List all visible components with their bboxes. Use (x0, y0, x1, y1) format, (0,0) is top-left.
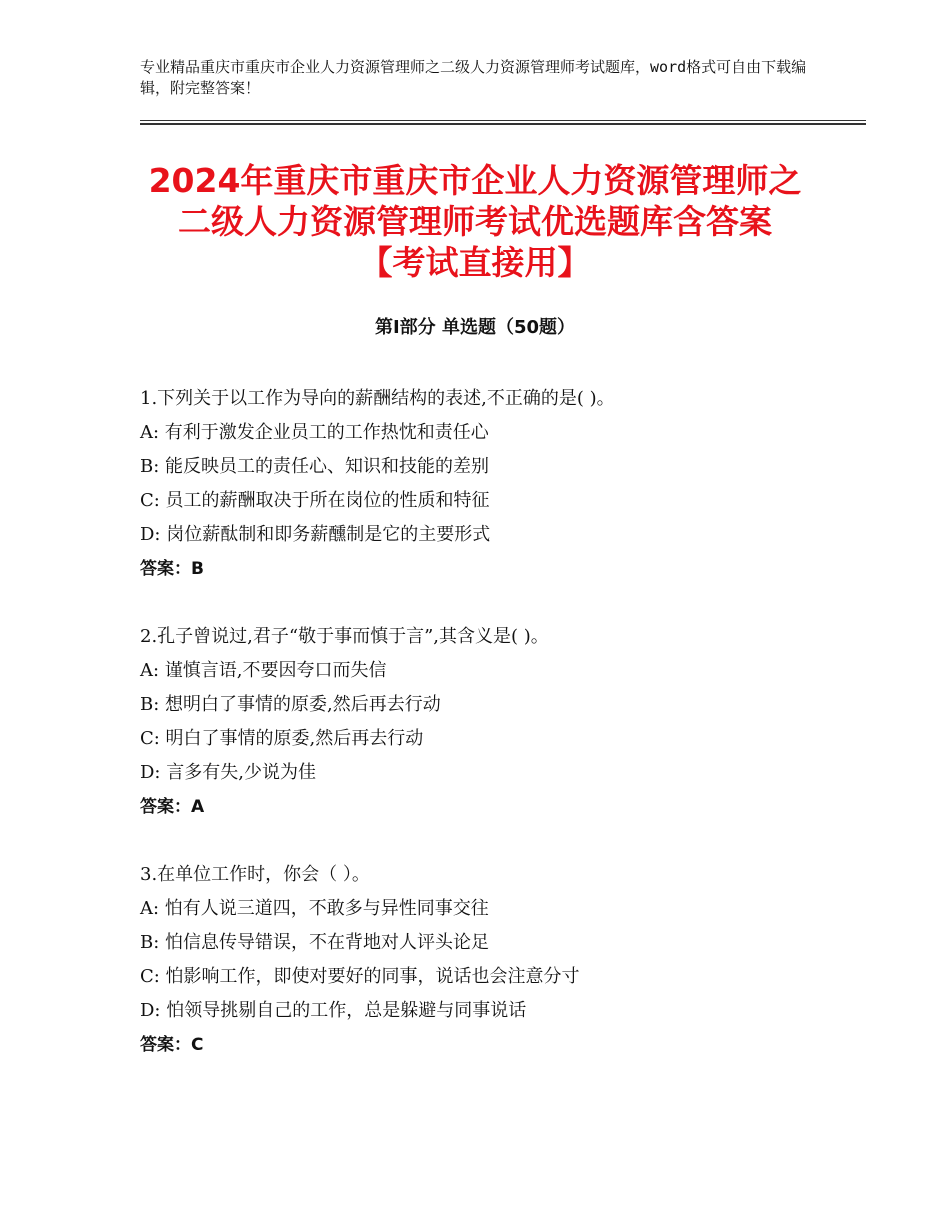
option-b: B: 想明白了事情的原委,然后再去行动 (140, 694, 441, 715)
option-a: A: 谨慎言语,不要因夸口而失信 (140, 660, 387, 681)
header-rule-bottom (140, 123, 866, 125)
option-a: A: 有利于激发企业员工的工作热忱和责任心 (140, 422, 489, 443)
option-b: B: 能反映员工的责任心、知识和技能的差别 (140, 456, 490, 477)
question-stem: 2.孔子曾说过,君子“敬于事而慎于言”,其含义是( )。 (140, 626, 549, 647)
header-note: 专业精品重庆市重庆市企业人力资源管理师之二级人力资源管理师考试题库，word格式可自由下载编辑，附完整答案！ (140, 58, 807, 97)
option-c: C: 员工的薪酬取决于所在岗位的性质和特征 (140, 490, 490, 511)
option-b: B: 怕信息传导错误，不在背地对人评头论足 (140, 932, 490, 953)
header-rule-top (140, 120, 866, 121)
title-line-3: 【考试直接用】 (359, 243, 591, 282)
option-d: D: 言多有失,少说为佳 (140, 762, 316, 783)
question-list (140, 382, 860, 1096)
answer: 答案：C (140, 1035, 204, 1055)
question-2 (140, 620, 860, 824)
title-line-1: 2024年重庆市重庆市企业人力资源管理师之 (148, 161, 802, 200)
document-title (100, 160, 850, 283)
option-d: D: 岗位薪酞制和即务薪醺制是它的主要形式 (140, 524, 491, 545)
question-3 (140, 858, 860, 1062)
option-c: C: 明白了事情的原委,然后再去行动 (140, 728, 424, 749)
option-a: A: 怕有人说三道四，不敢多与异性同事交往 (140, 898, 489, 919)
option-c: C: 怕影响工作，即使对要好的同事，说话也会注意分寸 (140, 966, 580, 987)
question-1 (140, 382, 860, 586)
answer: 答案：B (140, 559, 204, 579)
question-stem: 1.下列关于以工作为导向的薪酬结构的表述,不正确的是( )。 (140, 388, 615, 409)
title-line-2: 二级人力资源管理师考试优选题库含答案 (178, 202, 772, 241)
question-stem: 3.在单位工作时，你会（ ）。 (140, 864, 370, 885)
section-heading: 第Ⅰ部分 单选题（50题） (374, 317, 575, 338)
option-d: D: 怕领导挑剔自己的工作，总是躲避与同事说话 (140, 1000, 527, 1021)
answer: 答案：A (140, 797, 205, 817)
